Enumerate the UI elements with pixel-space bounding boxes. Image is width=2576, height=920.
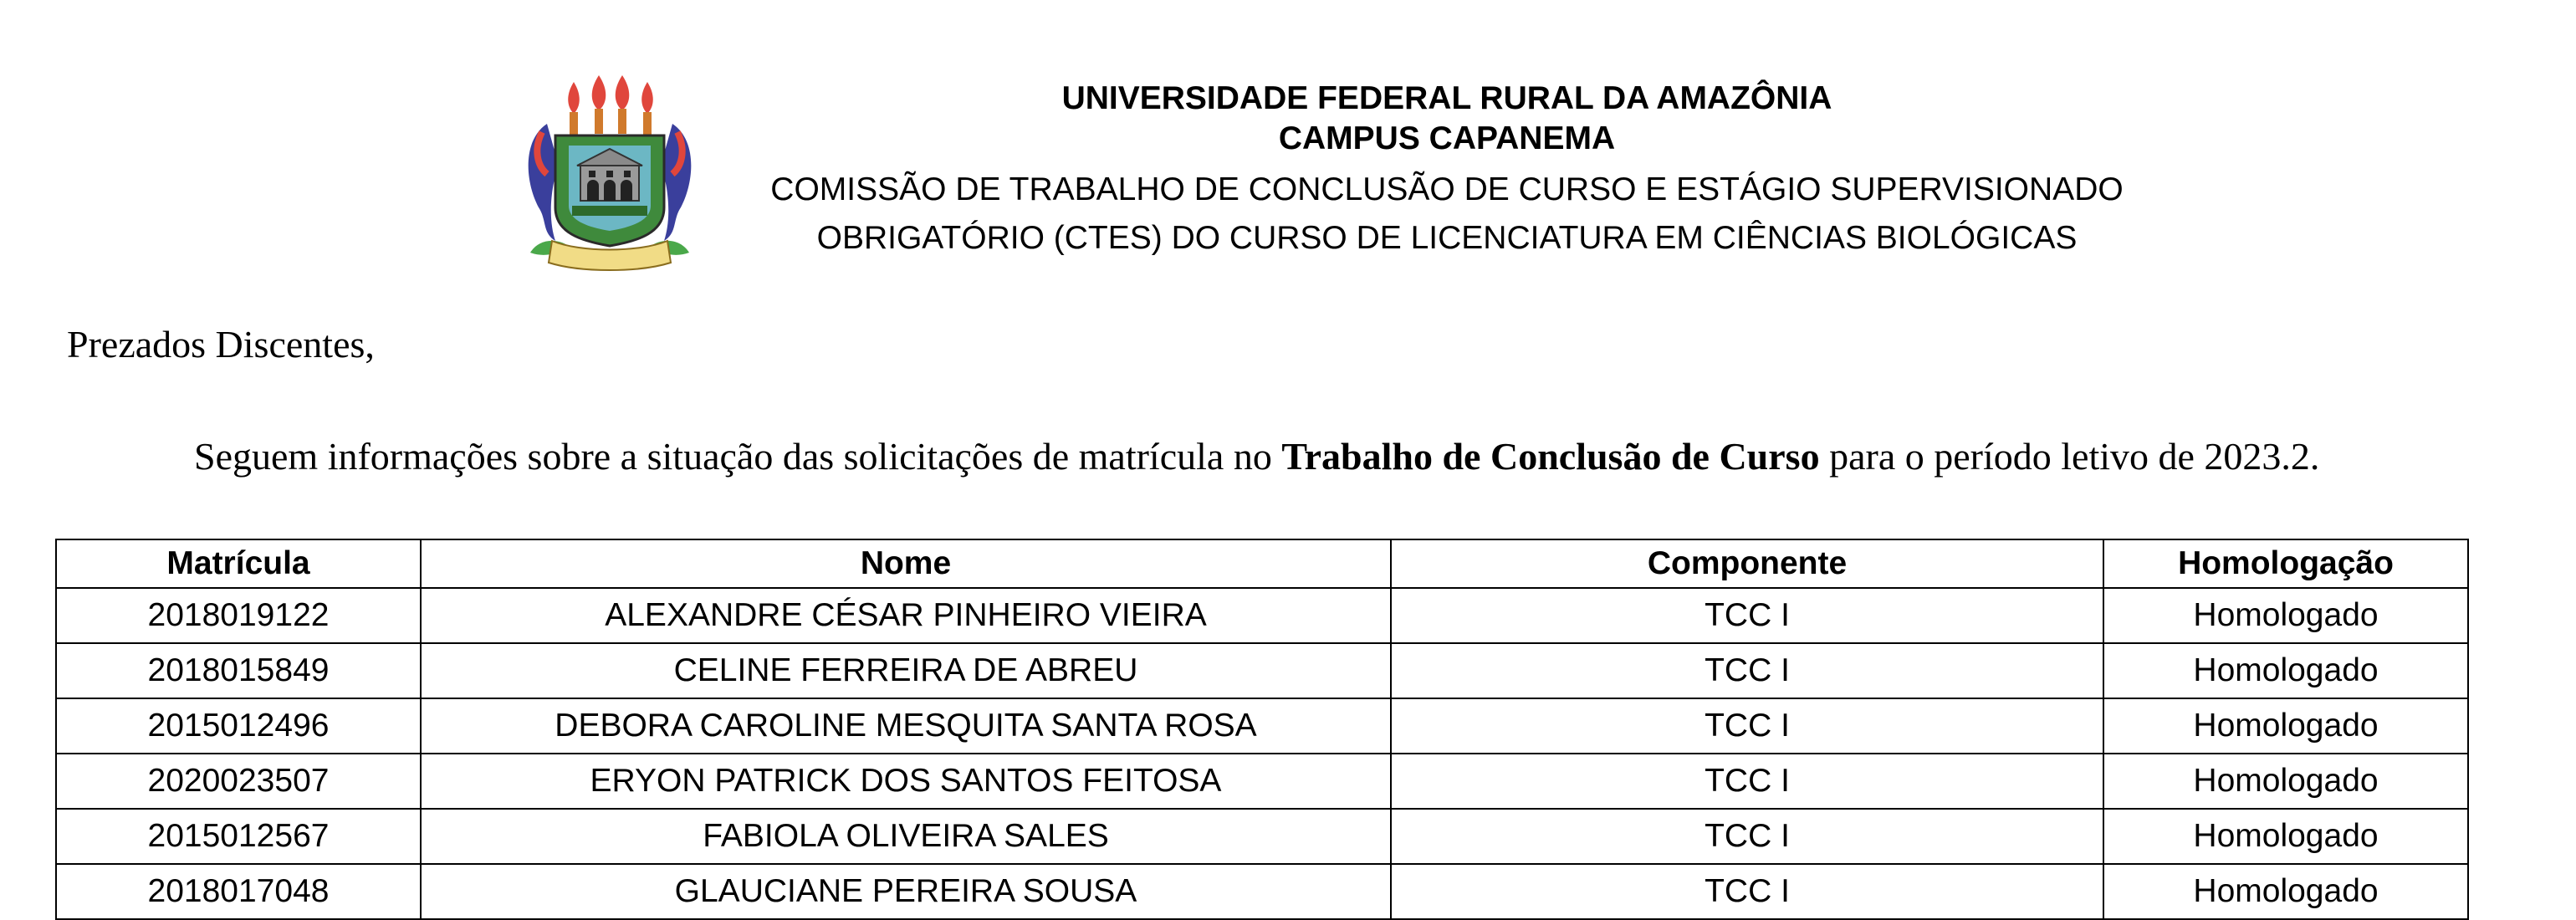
cell-homologacao: Homologado [2103, 864, 2468, 919]
table-row [56, 864, 2468, 919]
cell-homologacao: Homologado [2103, 698, 2468, 754]
cell-componente: TCC I [1391, 588, 2103, 643]
university-coat-of-arms-icon [522, 74, 698, 274]
intro-text-start: Seguem informações sobre a situação das solicitações de matrícula no [194, 435, 1282, 478]
table-header-row [56, 539, 2468, 588]
header-nome: Nome [421, 539, 1391, 588]
cell-matricula: 2020023507 [56, 754, 421, 809]
cell-nome: GLAUCIANE PEREIRA SOUSA [421, 864, 1391, 919]
cell-componente: TCC I [1391, 809, 2103, 864]
cell-homologacao: Homologado [2103, 809, 2468, 864]
cell-nome: FABIOLA OLIVEIRA SALES [421, 809, 1391, 864]
intro-text-end: para o período letivo de 2023.2. [1819, 435, 2320, 478]
table-row [56, 754, 2468, 809]
intro-text-bold: Trabalho de Conclusão de Curso [1281, 435, 1820, 478]
cell-nome: CELINE FERREIRA DE ABREU [421, 643, 1391, 698]
cell-componente: TCC I [1391, 643, 2103, 698]
cell-componente: TCC I [1391, 698, 2103, 754]
cell-matricula: 2018019122 [56, 588, 421, 643]
cell-homologacao: Homologado [2103, 643, 2468, 698]
header-text-block [694, 79, 2200, 263]
table-row [56, 588, 2468, 643]
table-row [56, 698, 2468, 754]
cell-homologacao: Homologado [2103, 754, 2468, 809]
cell-componente: TCC I [1391, 864, 2103, 919]
cell-matricula: 2018017048 [56, 864, 421, 919]
campus-name: CAMPUS CAPANEMA [1278, 120, 1616, 156]
university-name: UNIVERSIDADE FEDERAL RURAL DA AMAZÔNIA [1061, 80, 1832, 116]
cell-homologacao: Homologado [2103, 588, 2468, 643]
document-header [519, 74, 2208, 274]
header-componente: Componente [1391, 539, 2103, 588]
table-row [56, 809, 2468, 864]
cell-nome: DEBORA CAROLINE MESQUITA SANTA ROSA [421, 698, 1391, 754]
enrollment-table [55, 539, 2469, 920]
header-matricula: Matrícula [56, 539, 421, 588]
commission-line-2: OBRIGATÓRIO (CTES) DO CURSO DE LICENCIATURA EM CIÊNCIAS BIOLÓGICAS [816, 220, 2078, 256]
cell-nome: ERYON PATRICK DOS SANTOS FEITOSA [421, 754, 1391, 809]
intro-paragraph [194, 433, 2319, 480]
table-row [56, 643, 2468, 698]
cell-matricula: 2015012496 [56, 698, 421, 754]
header-homologacao: Homologação [2103, 539, 2468, 588]
cell-componente: TCC I [1391, 754, 2103, 809]
commission-line-1: COMISSÃO DE TRABALHO DE CONCLUSÃO DE CURSO E ESTÁGIO SUPERVISIONADO [770, 171, 2124, 207]
cell-nome: ALEXANDRE CÉSAR PINHEIRO VIEIRA [421, 588, 1391, 643]
cell-matricula: 2015012567 [56, 809, 421, 864]
cell-matricula: 2018015849 [56, 643, 421, 698]
greeting: Prezados Discentes, [67, 323, 375, 365]
